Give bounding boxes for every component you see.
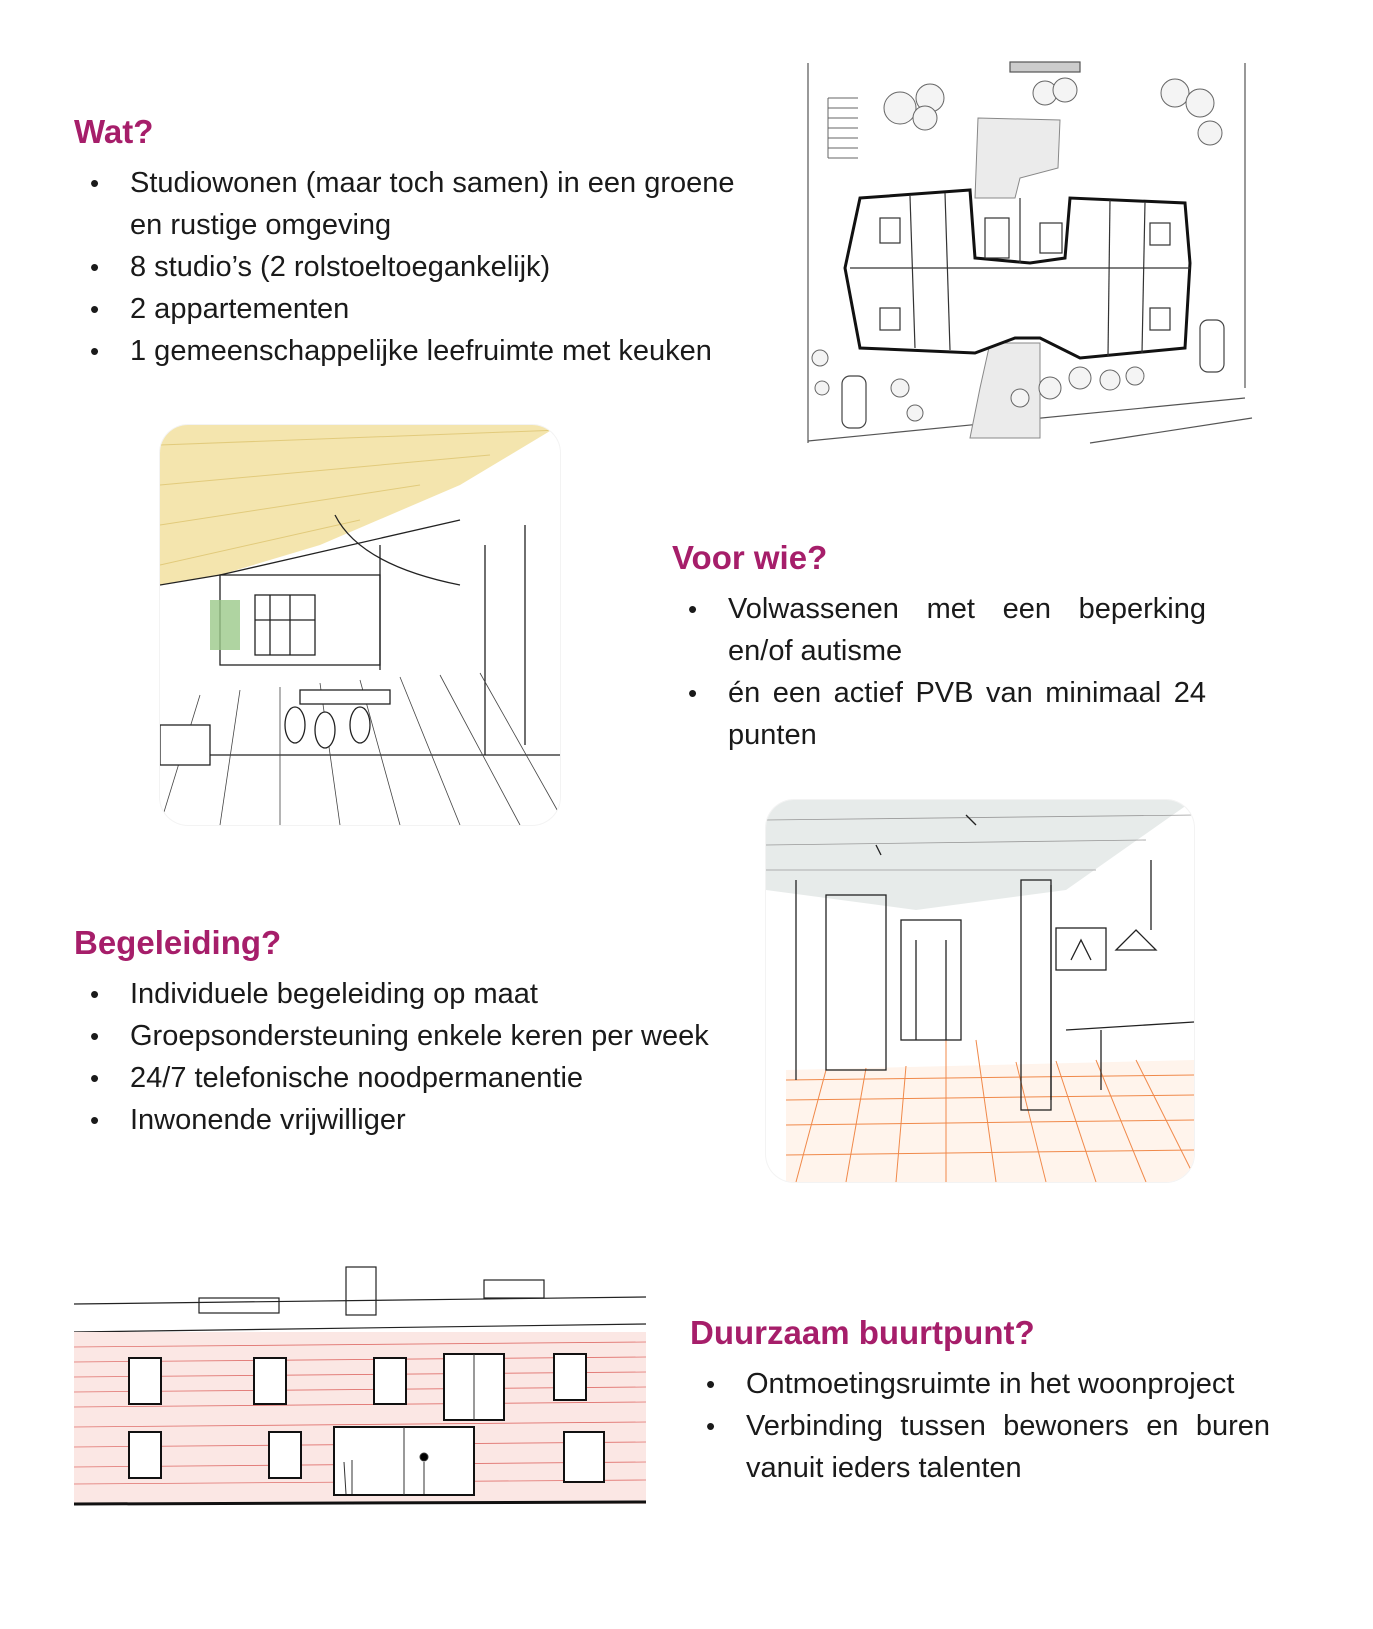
corridor-svg (766, 800, 1194, 1182)
list-item: • Ontmoetingsruimte in het woonproject (690, 1363, 1270, 1405)
facade-sketch (74, 1262, 646, 1514)
list-wat (74, 162, 774, 372)
heading-voor-wie: Voor wie? (672, 539, 828, 576)
section-wat (74, 112, 774, 372)
list-buurtpunt (690, 1363, 1270, 1489)
interior-sketch-living-room (160, 425, 560, 825)
list-item: • 8 studio’s (2 rolstoeltoegankelijk) (74, 246, 774, 288)
list-item: • 24/7 telefonische noodpermanentie (74, 1057, 754, 1099)
facade-svg (74, 1262, 646, 1514)
list-item: • Individuele begeleiding op maat (74, 973, 754, 1015)
list-item: • Volwassenen met een beperking en/of autisme (672, 588, 1206, 672)
list-item: • én een actief PVB van minimaal 24 punten (672, 672, 1206, 756)
list-item: • Verbinding tussen bewoners en buren vanuit ieders talenten (690, 1405, 1270, 1489)
site-plan-drawing (790, 58, 1255, 446)
list-item: • 1 gemeenschappelijke leefruimte met keuken (74, 330, 774, 372)
list-voor-wie (672, 588, 1206, 756)
list-item: • Studiowonen (maar toch samen) in een groene en rustige omgeving (74, 162, 774, 246)
section-buurtpunt (690, 1313, 1270, 1489)
list-item: • Inwonende vrijwilliger (74, 1099, 754, 1141)
interior-sketch-corridor (766, 800, 1194, 1182)
list-begeleiding (74, 973, 754, 1141)
living-room-svg (160, 425, 560, 825)
heading-buurtpunt: Duurzaam buurtpunt? (690, 1314, 1035, 1351)
list-item: • 2 appartementen (74, 288, 774, 330)
site-plan-svg (790, 58, 1255, 446)
section-begeleiding (74, 923, 754, 1141)
list-item: • Groepsondersteuning enkele keren per week (74, 1015, 754, 1057)
section-voor-wie (672, 538, 1206, 756)
heading-begeleiding: Begeleiding? (74, 924, 282, 961)
heading-wat: Wat? (74, 113, 154, 150)
